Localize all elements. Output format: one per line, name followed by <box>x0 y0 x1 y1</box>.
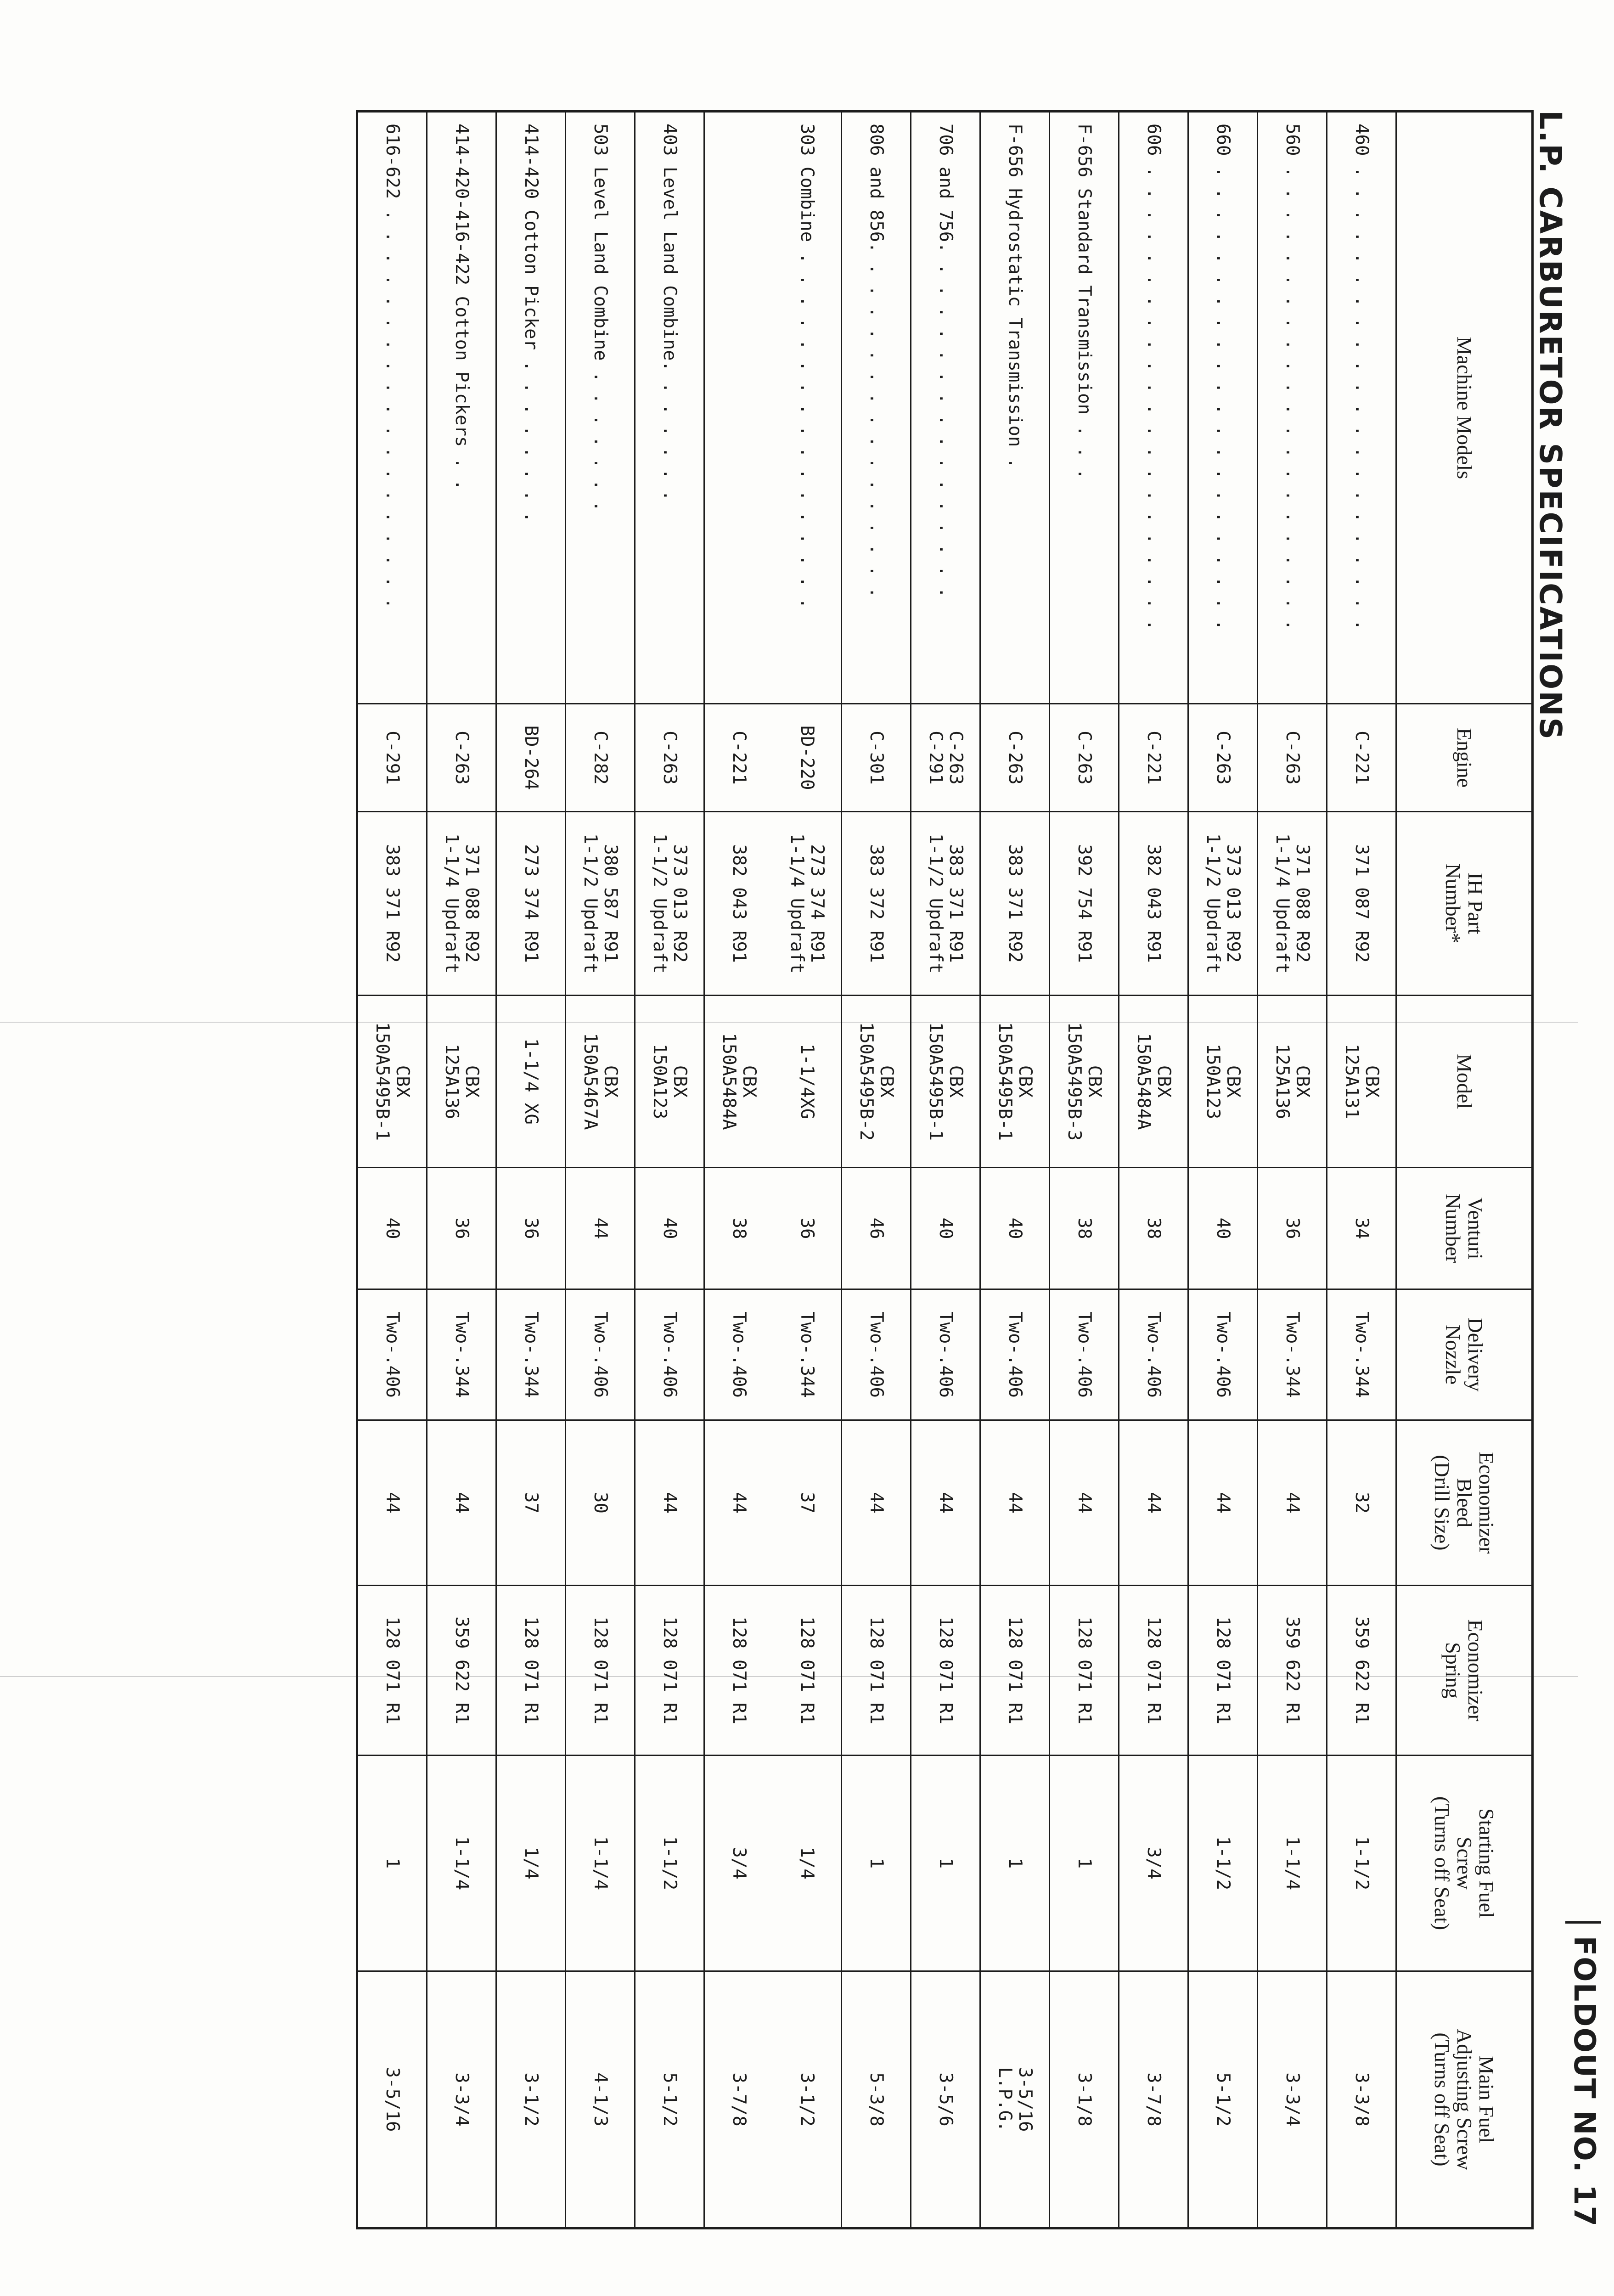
cell-economizer-spring: 128 071 R1 <box>911 1586 980 1756</box>
cell-venturi-number: 38 <box>1050 1168 1119 1289</box>
cell-delivery-nozzle: Two-.406 <box>1188 1289 1258 1420</box>
cell-main-fuel-adjusting-screw: 3-3/4 <box>427 1971 496 2228</box>
cell-carburetor-model: CBX 150A5495B-1 <box>980 996 1050 1168</box>
header-economizer-spring: Economizer Spring <box>1396 1586 1533 1756</box>
cell-carburetor-model: 1-1/4XG <box>773 996 842 1168</box>
cell-economizer-spring: 128 071 R1 <box>1188 1586 1258 1756</box>
cell-delivery-nozzle: Two-.406 <box>1119 1289 1188 1420</box>
table-row <box>773 112 842 2228</box>
table-row <box>1119 112 1188 2228</box>
cell-economizer-spring: 128 071 R1 <box>773 1586 842 1756</box>
cell-machine-model: 806 and 856. . . . . . . . . . . . . . . . . <box>842 112 911 704</box>
cell-main-fuel-adjusting-screw: 3-1/2 <box>773 1971 842 2228</box>
table-row <box>1258 112 1327 2228</box>
cell-ih-part-number: 371 088 R92 1-1/4 Updraft <box>427 812 496 996</box>
cell-carburetor-model: CBX 150A5495B-1 <box>357 996 427 1168</box>
header-machine-models: Machine Models <box>1396 112 1533 704</box>
cell-delivery-nozzle: Two-.406 <box>566 1289 635 1420</box>
cell-main-fuel-adjusting-screw: 5-1/2 <box>1188 1971 1258 2228</box>
cell-economizer-bleed: 44 <box>357 1420 427 1586</box>
cell-starting-fuel-screw: 1 <box>911 1756 980 1971</box>
cell-machine-model: 403 Level Land Combine. . . . . . . <box>635 112 704 704</box>
cell-economizer-bleed: 44 <box>1050 1420 1119 1586</box>
cell-main-fuel-adjusting-screw: 3-5/16 <box>357 1971 427 2228</box>
cell-venturi-number: 40 <box>980 1168 1050 1289</box>
cell-economizer-spring: 128 071 R1 <box>842 1586 911 1756</box>
table-row <box>496 112 566 2228</box>
cell-venturi-number: 36 <box>773 1168 842 1289</box>
cell-venturi-number: 40 <box>635 1168 704 1289</box>
cell-starting-fuel-screw: 1 <box>842 1756 911 1971</box>
cell-engine: BD-220 <box>773 704 842 812</box>
cell-venturi-number: 46 <box>842 1168 911 1289</box>
cell-economizer-spring: 359 622 R1 <box>1258 1586 1327 1756</box>
cell-main-fuel-adjusting-screw: 3-3/4 <box>1258 1971 1327 2228</box>
table-body <box>357 112 1396 2228</box>
cell-machine-model: 414-420-416-422 Cotton Pickers . . <box>427 112 496 704</box>
cell-main-fuel-adjusting-screw: 3-1/2 <box>496 1971 566 2228</box>
table-row <box>357 112 427 2228</box>
cell-starting-fuel-screw: 1-1/4 <box>427 1756 496 1971</box>
cell-engine: C-301 <box>842 704 911 812</box>
cell-ih-part-number: 371 088 R92 1-1/4 Updraft <box>1258 812 1327 996</box>
cell-engine: C-263 <box>980 704 1050 812</box>
cell-starting-fuel-screw: 1-1/2 <box>635 1756 704 1971</box>
cell-ih-part-number: 383 372 R91 <box>842 812 911 996</box>
cell-venturi-number: 36 <box>496 1168 566 1289</box>
cell-starting-fuel-screw: 1-1/2 <box>1188 1756 1258 1971</box>
cell-delivery-nozzle: Two-.406 <box>357 1289 427 1420</box>
header-venturi-number: Venturi Number <box>1396 1168 1533 1289</box>
cell-ih-part-number: 383 371 R91 1-1/2 Updraft <box>911 812 980 996</box>
cell-delivery-nozzle: Two-.344 <box>427 1289 496 1420</box>
cell-engine: C-221 <box>1327 704 1396 812</box>
cell-venturi-number: 36 <box>1258 1168 1327 1289</box>
header-model: Model <box>1396 996 1533 1168</box>
cell-engine: C-282 <box>566 704 635 812</box>
cell-starting-fuel-screw: 1-1/4 <box>566 1756 635 1971</box>
cell-machine-model <box>704 112 773 704</box>
cell-machine-model: 460 . . . . . . . . . . . . . . . . . . . . . . <box>1327 112 1396 704</box>
table-row <box>704 112 773 2228</box>
header-engine: Engine <box>1396 704 1533 812</box>
cell-ih-part-number: 383 371 R92 <box>357 812 427 996</box>
cell-main-fuel-adjusting-screw: 3-7/8 <box>1119 1971 1188 2228</box>
cell-starting-fuel-screw: 3/4 <box>704 1756 773 1971</box>
cell-economizer-bleed: 37 <box>496 1420 566 1586</box>
cell-venturi-number: 44 <box>566 1168 635 1289</box>
cell-ih-part-number: 383 371 R92 <box>980 812 1050 996</box>
cell-venturi-number: 38 <box>1119 1168 1188 1289</box>
cell-venturi-number: 40 <box>911 1168 980 1289</box>
page-title: L.P. CARBURETOR SPECIFICATIONS <box>1533 110 1568 741</box>
cell-delivery-nozzle: Two-.406 <box>704 1289 773 1420</box>
table-row <box>635 112 704 2228</box>
cell-carburetor-model: CBX 150A123 <box>1188 996 1258 1168</box>
cell-economizer-bleed: 44 <box>980 1420 1050 1586</box>
cell-engine: C-263 <box>1188 704 1258 812</box>
table-row <box>1188 112 1258 2228</box>
cell-carburetor-model: CBX 150A5467A <box>566 996 635 1168</box>
cell-machine-model: 303 Combine . . . . . . . . . . . . . . . . . <box>773 112 842 704</box>
cell-economizer-spring: 128 071 R1 <box>704 1586 773 1756</box>
cell-carburetor-model: CBX 125A131 <box>1327 996 1396 1168</box>
cell-starting-fuel-screw: 1-1/4 <box>1258 1756 1327 1971</box>
cell-main-fuel-adjusting-screw: 3-5/6 <box>911 1971 980 2228</box>
cell-economizer-spring: 128 071 R1 <box>496 1586 566 1756</box>
foldout-label: FOLDOUT NO. 17 <box>1565 1921 1601 2227</box>
cell-engine: C-263 <box>1258 704 1327 812</box>
table-header-row <box>1396 112 1533 2228</box>
cell-starting-fuel-screw: 1-1/2 <box>1327 1756 1396 1971</box>
cell-carburetor-model: CBX 125A136 <box>427 996 496 1168</box>
cell-engine: C-263 <box>1050 704 1119 812</box>
header-delivery-nozzle: Delivery Nozzle <box>1396 1289 1533 1420</box>
cell-economizer-bleed: 44 <box>911 1420 980 1586</box>
cell-main-fuel-adjusting-screw: 3-5/16 L.P.G. <box>980 1971 1050 2228</box>
table-row <box>1050 112 1119 2228</box>
cell-main-fuel-adjusting-screw: 3-3/8 <box>1327 1971 1396 2228</box>
cell-main-fuel-adjusting-screw: 4-1/3 <box>566 1971 635 2228</box>
cell-delivery-nozzle: Two-.406 <box>980 1289 1050 1420</box>
cell-machine-model: 503 Level Land Combine . . . . . . . <box>566 112 635 704</box>
cell-engine: C-263 <box>427 704 496 812</box>
cell-carburetor-model: CBX 150A5495B-3 <box>1050 996 1119 1168</box>
carburetor-spec-table <box>356 110 1534 2229</box>
cell-main-fuel-adjusting-screw: 5-1/2 <box>635 1971 704 2228</box>
cell-economizer-bleed: 44 <box>1188 1420 1258 1586</box>
cell-economizer-spring: 128 071 R1 <box>1119 1586 1188 1756</box>
cell-ih-part-number: 382 043 R91 <box>1119 812 1188 996</box>
cell-ih-part-number: 273 374 R91 1-1/4 Updraft <box>773 812 842 996</box>
table-row <box>427 112 496 2228</box>
header-starting-fuel-screw: Starting Fuel Screw (Turns off Seat) <box>1396 1756 1533 1971</box>
cell-carburetor-model: 1-1/4 XG <box>496 996 566 1168</box>
table-row <box>1327 112 1396 2228</box>
cell-starting-fuel-screw: 1 <box>980 1756 1050 1971</box>
cell-carburetor-model: CBX 150A123 <box>635 996 704 1168</box>
cell-machine-model: 706 and 756. . . . . . . . . . . . . . . . . <box>911 112 980 704</box>
cell-delivery-nozzle: Two-.406 <box>1050 1289 1119 1420</box>
cell-venturi-number: 40 <box>1188 1168 1258 1289</box>
cell-economizer-bleed: 44 <box>1258 1420 1327 1586</box>
header-economizer-bleed: Economizer Bleed (Drill Size) <box>1396 1420 1533 1586</box>
cell-economizer-spring: 128 071 R1 <box>635 1586 704 1756</box>
table-row <box>980 112 1050 2228</box>
cell-venturi-number: 36 <box>427 1168 496 1289</box>
cell-main-fuel-adjusting-screw: 3-7/8 <box>704 1971 773 2228</box>
cell-carburetor-model: CBX 150A5495B-1 <box>911 996 980 1168</box>
cell-main-fuel-adjusting-screw: 3-1/8 <box>1050 1971 1119 2228</box>
cell-ih-part-number: 273 374 R91 <box>496 812 566 996</box>
cell-engine: C-263 C-291 <box>911 704 980 812</box>
cell-starting-fuel-screw: 1/4 <box>496 1756 566 1971</box>
cell-delivery-nozzle: Two-.344 <box>496 1289 566 1420</box>
cell-economizer-bleed: 44 <box>427 1420 496 1586</box>
table-row <box>566 112 635 2228</box>
cell-machine-model: 560 . . . . . . . . . . . . . . . . . . . . . . <box>1258 112 1327 704</box>
cell-carburetor-model: CBX 150A5484A <box>1119 996 1188 1168</box>
cell-economizer-spring: 128 071 R1 <box>566 1586 635 1756</box>
cell-engine: C-263 <box>635 704 704 812</box>
cell-machine-model: F-656 Standard Transmission . . . <box>1050 112 1119 704</box>
cell-ih-part-number: 382 043 R91 <box>704 812 773 996</box>
cell-engine: C-221 <box>1119 704 1188 812</box>
cell-economizer-spring: 128 071 R1 <box>980 1586 1050 1756</box>
cell-economizer-spring: 359 622 R1 <box>427 1586 496 1756</box>
cell-economizer-bleed: 32 <box>1327 1420 1396 1586</box>
cell-ih-part-number: 373 013 R92 1-1/2 Updraft <box>635 812 704 996</box>
cell-economizer-bleed: 44 <box>704 1420 773 1586</box>
cell-economizer-spring: 359 622 R1 <box>1327 1586 1396 1756</box>
cell-delivery-nozzle: Two-.344 <box>1327 1289 1396 1420</box>
cell-engine: BD-264 <box>496 704 566 812</box>
cell-economizer-bleed: 44 <box>1119 1420 1188 1586</box>
specification-sheet <box>372 110 1614 2227</box>
cell-venturi-number: 34 <box>1327 1168 1396 1289</box>
cell-machine-model: 414-420 Cotton Picker . . . . . . . . <box>496 112 566 704</box>
cell-ih-part-number: 371 087 R92 <box>1327 812 1396 996</box>
table-row <box>911 112 980 2228</box>
table-row <box>842 112 911 2228</box>
cell-starting-fuel-screw: 1/4 <box>773 1756 842 1971</box>
cell-delivery-nozzle: Two-.344 <box>773 1289 842 1420</box>
cell-starting-fuel-screw: 3/4 <box>1119 1756 1188 1971</box>
cell-ih-part-number: 380 587 R91 1-1/2 Updraft <box>566 812 635 996</box>
cell-economizer-bleed: 30 <box>566 1420 635 1586</box>
cell-economizer-spring: 128 071 R1 <box>357 1586 427 1756</box>
cell-venturi-number: 38 <box>704 1168 773 1289</box>
cell-machine-model: 616-622 . . . . . . . . . . . . . . . . . . . <box>357 112 427 704</box>
cell-carburetor-model: CBX 150A5495B-2 <box>842 996 911 1168</box>
cell-carburetor-model: CBX 150A5484A <box>704 996 773 1168</box>
cell-starting-fuel-screw: 1 <box>357 1756 427 1971</box>
cell-ih-part-number: 373 013 R92 1-1/2 Updraft <box>1188 812 1258 996</box>
cell-economizer-bleed: 44 <box>635 1420 704 1586</box>
cell-ih-part-number: 392 754 R91 <box>1050 812 1119 996</box>
cell-economizer-spring: 128 071 R1 <box>1050 1586 1119 1756</box>
cell-delivery-nozzle: Two-.406 <box>911 1289 980 1420</box>
cell-engine: C-291 <box>357 704 427 812</box>
cell-delivery-nozzle: Two-.406 <box>635 1289 704 1420</box>
header-ih-part-number: IH Part Number* <box>1396 812 1533 996</box>
cell-economizer-bleed: 37 <box>773 1420 842 1586</box>
cell-machine-model: F-656 Hydrostatic Transmission . <box>980 112 1050 704</box>
cell-main-fuel-adjusting-screw: 5-3/8 <box>842 1971 911 2228</box>
cell-engine: C-221 <box>704 704 773 812</box>
cell-carburetor-model: CBX 125A136 <box>1258 996 1327 1168</box>
cell-machine-model: 606 . . . . . . . . . . . . . . . . . . . . . . <box>1119 112 1188 704</box>
cell-starting-fuel-screw: 1 <box>1050 1756 1119 1971</box>
cell-economizer-bleed: 44 <box>842 1420 911 1586</box>
header-main-fuel-adjusting-screw: Main Fuel Adjusting Screw (Turns off Seat) <box>1396 1971 1533 2228</box>
cell-delivery-nozzle: Two-.344 <box>1258 1289 1327 1420</box>
cell-machine-model: 660 . . . . . . . . . . . . . . . . . . . . . . <box>1188 112 1258 704</box>
cell-venturi-number: 40 <box>357 1168 427 1289</box>
cell-delivery-nozzle: Two-.406 <box>842 1289 911 1420</box>
